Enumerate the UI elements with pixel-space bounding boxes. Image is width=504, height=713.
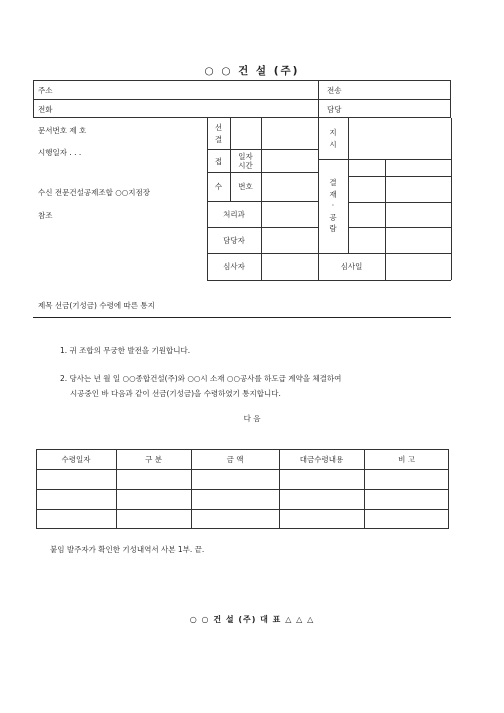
reference: 참조 [38,211,53,220]
table-header-content: 대금수령내용 [299,454,344,464]
table-header-remarks: 비 고 [398,454,415,464]
table-header-date: 수령일자 [61,454,91,464]
body-para-2-line-2: 시공중인 바 다음과 같이 선금(기성금)을 수령하였기 통지합니다. [70,389,281,398]
company-title: ○ ○ 건 설 (주) [204,65,300,77]
review-date-label: 심사일 [340,262,363,271]
date-time-label: 일자 시간 [238,151,253,170]
approval-label: 결 재 · 공 람 [329,177,337,234]
person-in-charge-label: 담당자 [223,235,245,245]
body-para-2-line-1: 2. 당사는 년 월 일 ○○종합건설(주)와 ○○시 소재 ○○공사를 하도급 계약을 체결하여 [60,374,342,383]
address-label: 주소 [38,86,53,95]
jisi-label: 지 시 [329,127,337,149]
seongyeol-label: 선 결 [214,122,223,144]
jeop-label: 접 [214,156,223,166]
table-header-category: 구 분 [145,454,162,464]
manager-label: 담당 [327,105,342,114]
recipient: 수신 전문건설공제조합 ○○지점장 [38,188,151,197]
table-header-amount: 금 액 [226,454,244,464]
number-label: 번호 [238,182,253,191]
da-eum-heading: 다 음 [243,414,261,423]
su-label: 수 [214,181,223,191]
exec-date: 시행일자 . . . [38,148,82,157]
reviewer-label: 심사자 [223,262,245,271]
signature-line: ○ ○ 건 설 (주) 대 표 △ △ △ [189,615,315,624]
doc-number: 문서번호 제 호 [38,126,87,135]
fax-label: 전송 [327,86,342,95]
attachment-line: 붙임 발주자가 확인한 기성내역서 사본 1부. 끝. [50,545,205,554]
body-para-1: 1. 귀 조합의 무궁한 발전을 기원합니다. [60,346,191,355]
processor-label: 처리과 [223,209,245,219]
phone-label: 전화 [38,105,53,114]
subject-line: 제목 선금(기성금) 수령에 따른 통지 [38,301,155,310]
